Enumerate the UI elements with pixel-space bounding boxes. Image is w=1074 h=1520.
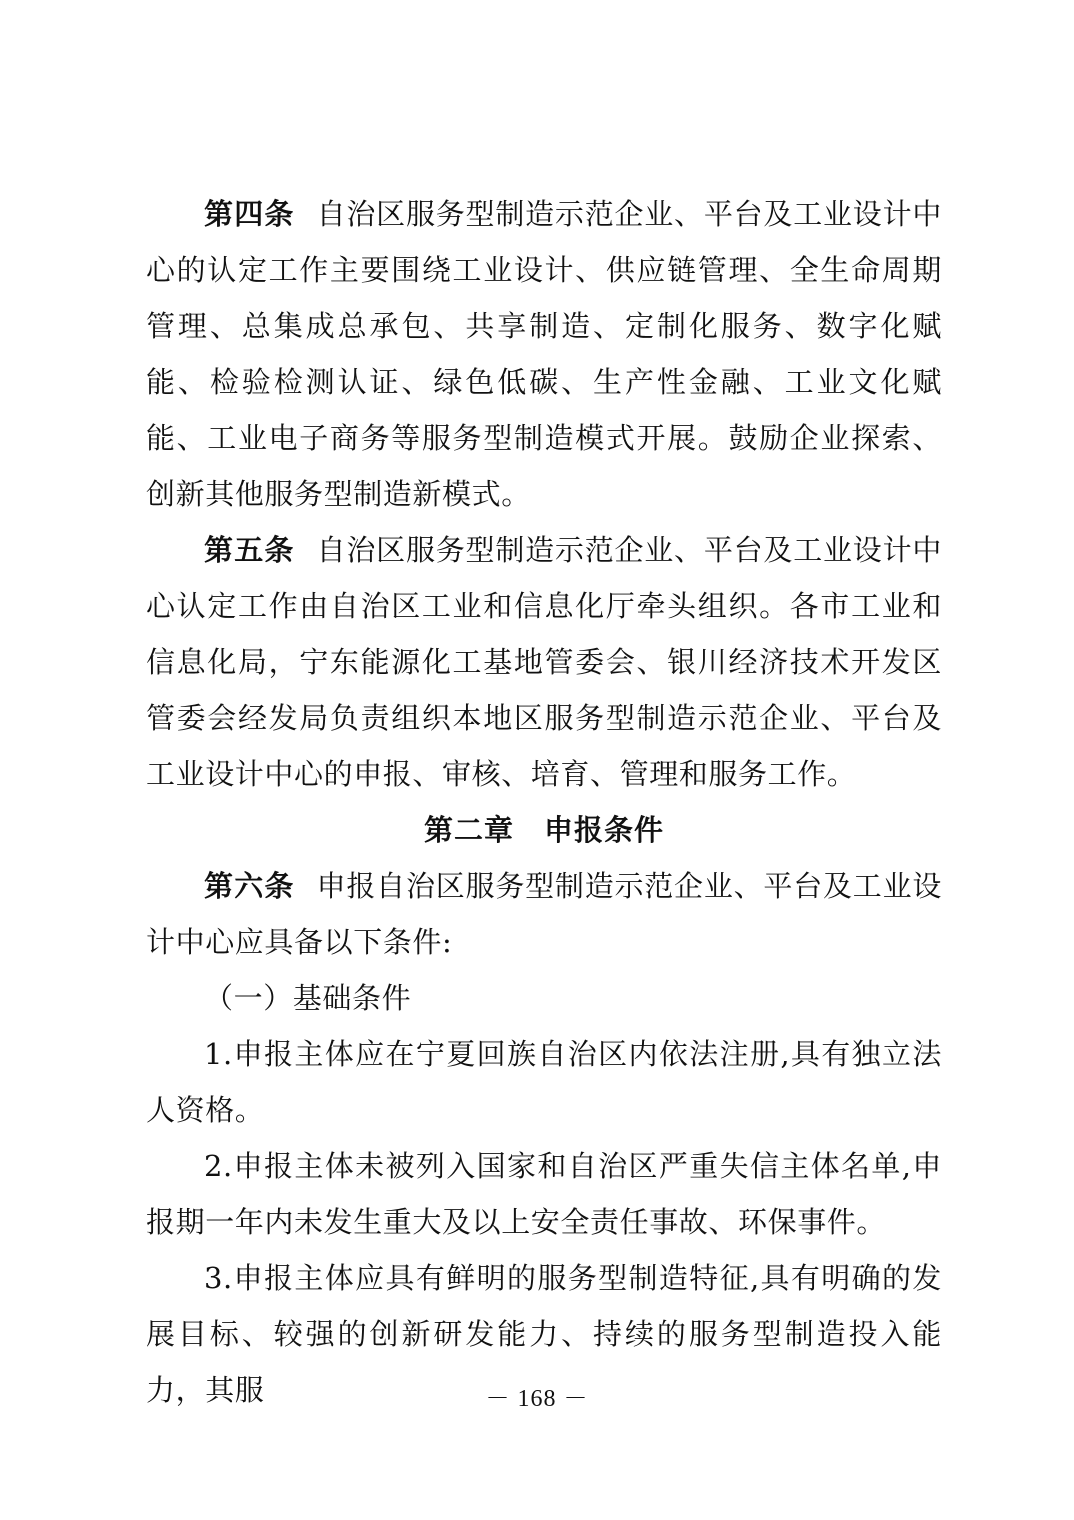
article-4-paragraph bbox=[146, 186, 942, 522]
article-5-label: 第五条 bbox=[204, 533, 295, 567]
condition-item-2: 2.申报主体未被列入国家和自治区严重失信主体名单,申报期一年内未发生重大及以上安全责任事故、环保事件。 bbox=[146, 1149, 942, 1239]
page-number: － 168 － bbox=[485, 1386, 589, 1412]
chapter-heading: 第二章 申报条件 bbox=[423, 813, 664, 847]
article-6-label: 第六条 bbox=[204, 869, 295, 903]
article-6-text: 申报自治区服务型制造示范企业、平台及工业设计中心应具备以下条件: bbox=[146, 869, 942, 959]
document-body bbox=[146, 186, 942, 1418]
article-6-paragraph bbox=[146, 858, 942, 970]
condition-item-1: 1.申报主体应在宁夏回族自治区内依法注册,具有独立法人资格。 bbox=[146, 1037, 942, 1127]
article-5-text: 自治区服务型制造示范企业、平台及工业设计中心认定工作由自治区工业和信息化厅牵头组织。各市工业和信息化局，宁东能源化工基地管委会、银川经济技术开发区管委会经发局负责组织本地区服务型制造示范企业、平台及工业设计中心的申报、审核、培育、管理和服务工作。 bbox=[146, 533, 942, 791]
condition-item-3: 3.申报主体应具有鲜明的服务型制造特征,具有明确的发展目标、较强的创新研发能力、持续的服务型制造投入能力，其服 bbox=[146, 1261, 942, 1407]
article-4-label: 第四条 bbox=[204, 197, 295, 231]
section-heading-basic-conditions: （一）基础条件 bbox=[204, 981, 412, 1015]
article-5-paragraph bbox=[146, 522, 942, 802]
article-4-text: 自治区服务型制造示范企业、平台及工业设计中心的认定工作主要围绕工业设计、供应链管理、全生命周期管理、总集成总承包、共享制造、定制化服务、数字化赋能、检验检测认证、绿色低碳、生产性金融、工业文化赋能、工业电子商务等服务型制造模式开展。鼓励企业探索、创新其他服务型制造新模式。 bbox=[146, 197, 942, 511]
